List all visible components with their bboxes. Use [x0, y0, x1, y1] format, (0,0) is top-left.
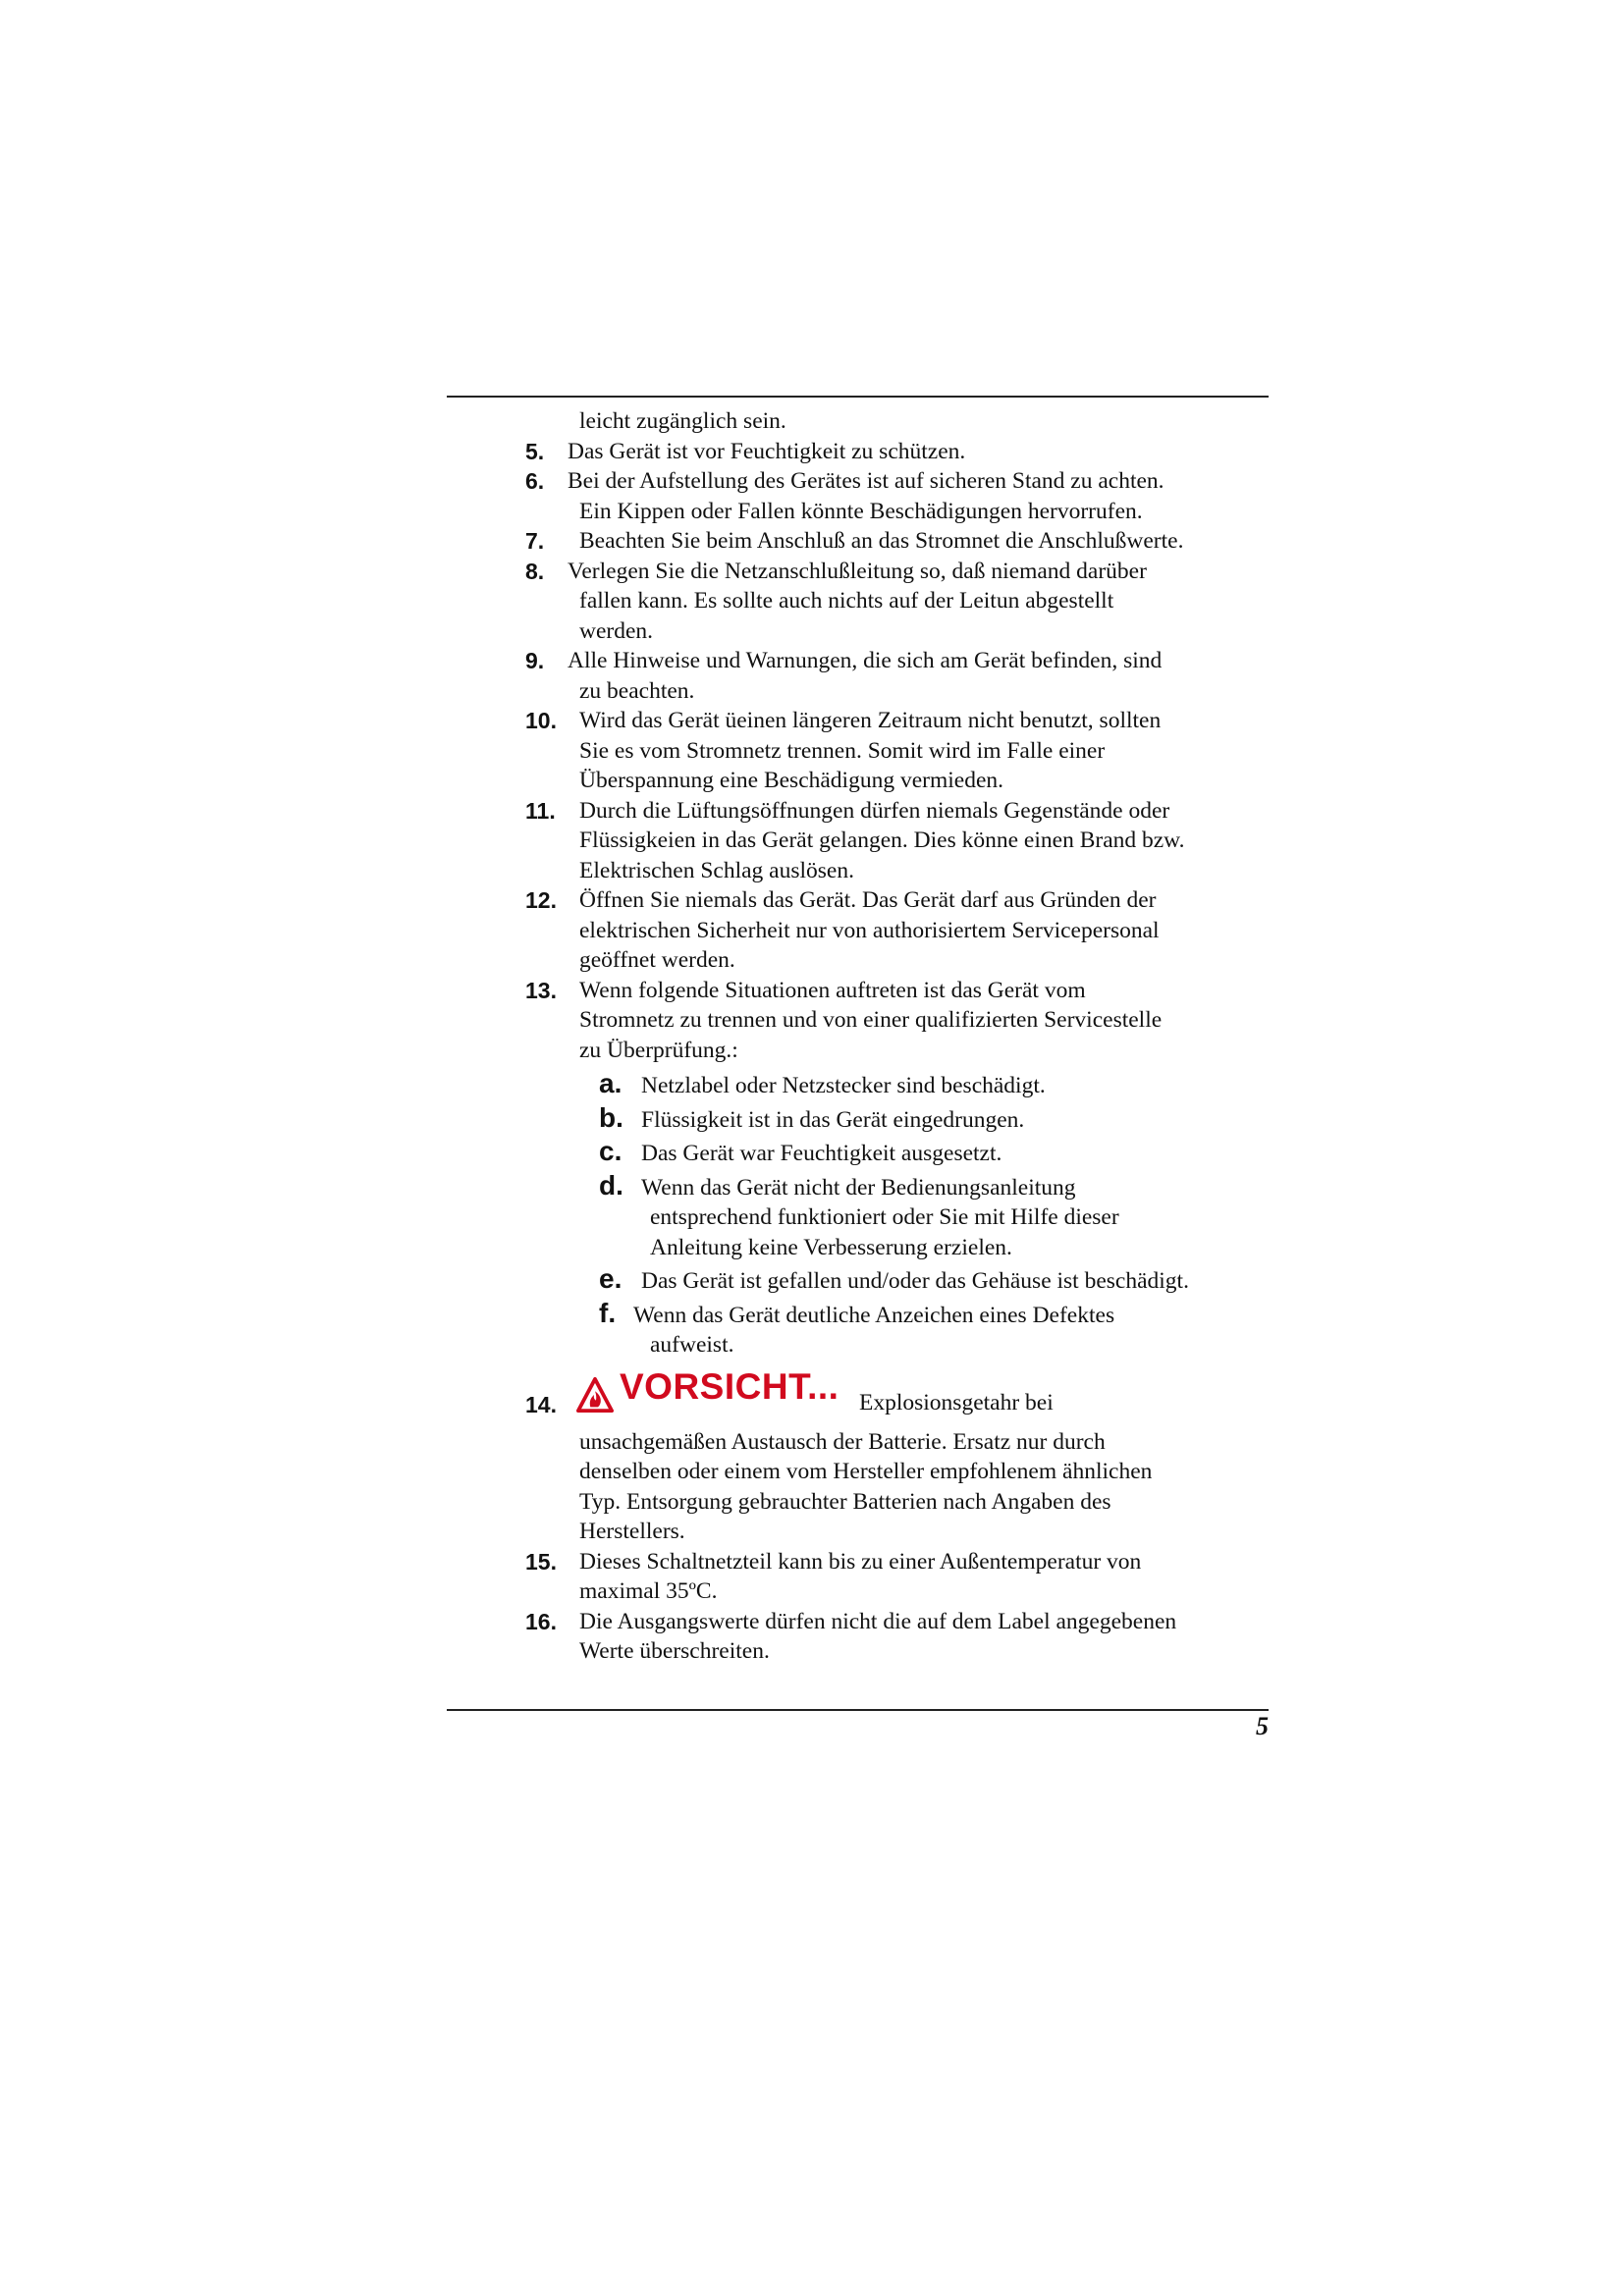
- item-number: 11.: [525, 797, 556, 824]
- item-text: Alle Hinweise und Warnungen, die sich am Gerät befinden, sind: [568, 648, 1163, 673]
- item-number: 10.: [525, 708, 557, 733]
- sub-item-text: Das Gerät war Feuchtigkeit ausgesetzt.: [641, 1141, 1002, 1166]
- item-text: Explosionsgetahr bei: [859, 1389, 1054, 1415]
- sub-item-e: [599, 1263, 1281, 1297]
- list-item-11: [525, 796, 1281, 886]
- item-text: maximal 35ºC.: [579, 1578, 718, 1604]
- list-item-6: [525, 466, 1281, 526]
- item-number: 16.: [525, 1608, 557, 1634]
- sub-item-d: [599, 1169, 1281, 1263]
- sub-item-letter: e.: [599, 1263, 623, 1294]
- list-item-12: [525, 885, 1281, 976]
- list-item-13: [525, 976, 1281, 1066]
- item-text: Herstellers.: [579, 1519, 685, 1544]
- item-text: Stromnetz zu trennen und von einer qualifizierten Servicestelle: [579, 1007, 1163, 1033]
- page-number: 5: [1256, 1712, 1269, 1740]
- item-text: Typ. Entsorgung gebrauchter Batterien nach Angaben des: [579, 1488, 1111, 1515]
- intro-line: leicht zugänglich sein.: [579, 408, 786, 434]
- header-rule: [447, 396, 1269, 398]
- list-item-5: [525, 437, 1281, 467]
- list-item-10: [525, 706, 1281, 796]
- item-text: zu Überprüfung.:: [579, 1037, 738, 1063]
- item-text: Das Gerät ist vor Feuchtigkeit zu schützen.: [568, 438, 966, 464]
- sub-item-text: Anleitung keine Verbesserung erzielen.: [650, 1234, 1012, 1260]
- item-text: Dieses Schaltnetzteil kann bis zu einer Außentemperatur von: [579, 1548, 1142, 1575]
- item-number: 14.: [525, 1391, 557, 1417]
- sub-item-b: [599, 1101, 1281, 1136]
- list-item-8: [525, 557, 1281, 647]
- warning-heading: [525, 1365, 1281, 1427]
- item-text: werden.: [579, 617, 654, 644]
- sub-item-letter: b.: [599, 1101, 623, 1133]
- item-number: 15.: [525, 1548, 557, 1575]
- sub-item-f: [599, 1297, 1281, 1361]
- warning-triangle-icon: [576, 1376, 614, 1414]
- warning-label: VORSICHT...: [620, 1365, 839, 1407]
- item-text: Wird das Gerät üeinen längeren Zeitraum nicht benutzt, sollten: [579, 708, 1162, 733]
- list-item-7: [525, 526, 1281, 557]
- list-item-14: [525, 1365, 1281, 1547]
- sub-item-c: [599, 1136, 1281, 1169]
- sub-item-text: Wenn das Gerät deutliche Anzeichen eines Defektes: [633, 1302, 1115, 1328]
- sub-item-letter: c.: [599, 1136, 623, 1166]
- item-text: Sie es vom Stromnetz trennen. Somit wird im Falle einer: [579, 737, 1106, 764]
- item-text: unsachgemäßen Austausch der Batterie. Ersatz nur durch: [579, 1428, 1106, 1455]
- item-text: Beachten Sie beim Anschluß an das Stromnet die Anschlußwerte.: [579, 528, 1184, 554]
- sub-item-letter: f.: [599, 1297, 617, 1328]
- item-text: Die Ausgangswerte dürfen nicht die auf dem Label angegebenen: [579, 1608, 1177, 1634]
- item-number: 7.: [525, 528, 545, 554]
- item-number: 8.: [525, 558, 545, 584]
- item-text: Bei der Aufstellung des Gerätes ist auf sicheren Stand zu achten.: [568, 468, 1164, 494]
- footer-rule: [447, 1709, 1269, 1711]
- item-text: fallen kann. Es sollte auch nichts auf der Leitun abgestellt: [579, 588, 1114, 614]
- item-number: 5.: [525, 438, 545, 464]
- item-text: Verlegen Sie die Netzanschlußleitung so, daß niemand darüber: [568, 558, 1147, 584]
- item-text: zu beachten.: [579, 677, 695, 704]
- sub-item-letter: d.: [599, 1169, 623, 1201]
- item-text: Ein Kippen oder Fallen könnte Beschädigungen hervorrufen.: [579, 498, 1143, 524]
- item-number: 12.: [525, 887, 557, 913]
- sub-item-text: Netzlabel oder Netzstecker sind beschädigt.: [641, 1073, 1046, 1098]
- sub-item-text: aufweist.: [650, 1332, 734, 1358]
- item-text: elektrischen Sicherheit nur von authorisiertem Servicepersonal: [579, 917, 1160, 943]
- item-number: 9.: [525, 648, 545, 673]
- sub-item-text: Das Gerät ist gefallen und/oder das Gehäuse ist beschädigt.: [641, 1268, 1189, 1294]
- item-text: Elektrischen Schlag auslösen.: [579, 857, 854, 883]
- item-text: denselben oder einem vom Hersteller empfohlenem ähnlichen: [579, 1459, 1153, 1484]
- list-item-15: [525, 1547, 1281, 1607]
- item-text: Flüssigkeien in das Gerät gelangen. Dies könne einen Brand bzw.: [579, 828, 1185, 853]
- item-text: geöffnet werden.: [579, 947, 735, 973]
- safety-instructions: [525, 406, 1281, 1667]
- item-number: 13.: [525, 977, 557, 1003]
- list-item-9: [525, 646, 1281, 706]
- item-text: Öffnen Sie niemals das Gerät. Das Gerät darf aus Gründen der: [579, 887, 1157, 913]
- sub-item-letter: a.: [599, 1068, 623, 1098]
- sub-item-text: Flüssigkeit ist in das Gerät eingedrungen.: [641, 1106, 1025, 1133]
- item-number: 6.: [525, 468, 545, 494]
- item-text: Durch die Lüftungsöffnungen dürfen niemals Gegenstände oder: [579, 797, 1170, 824]
- item-text: Werte überschreiten.: [579, 1638, 770, 1664]
- item-text: Wenn folgende Situationen auftreten ist das Gerät vom: [579, 977, 1086, 1003]
- item-text: Überspannung eine Beschädigung vermieden.: [579, 768, 1004, 793]
- list-item-16: [525, 1607, 1281, 1667]
- sub-item-a: [599, 1068, 1281, 1101]
- sub-item-text: Wenn das Gerät nicht der Bedienungsanleitung: [641, 1174, 1076, 1201]
- sub-item-text: entsprechend funktioniert oder Sie mit Hilfe dieser: [650, 1204, 1119, 1230]
